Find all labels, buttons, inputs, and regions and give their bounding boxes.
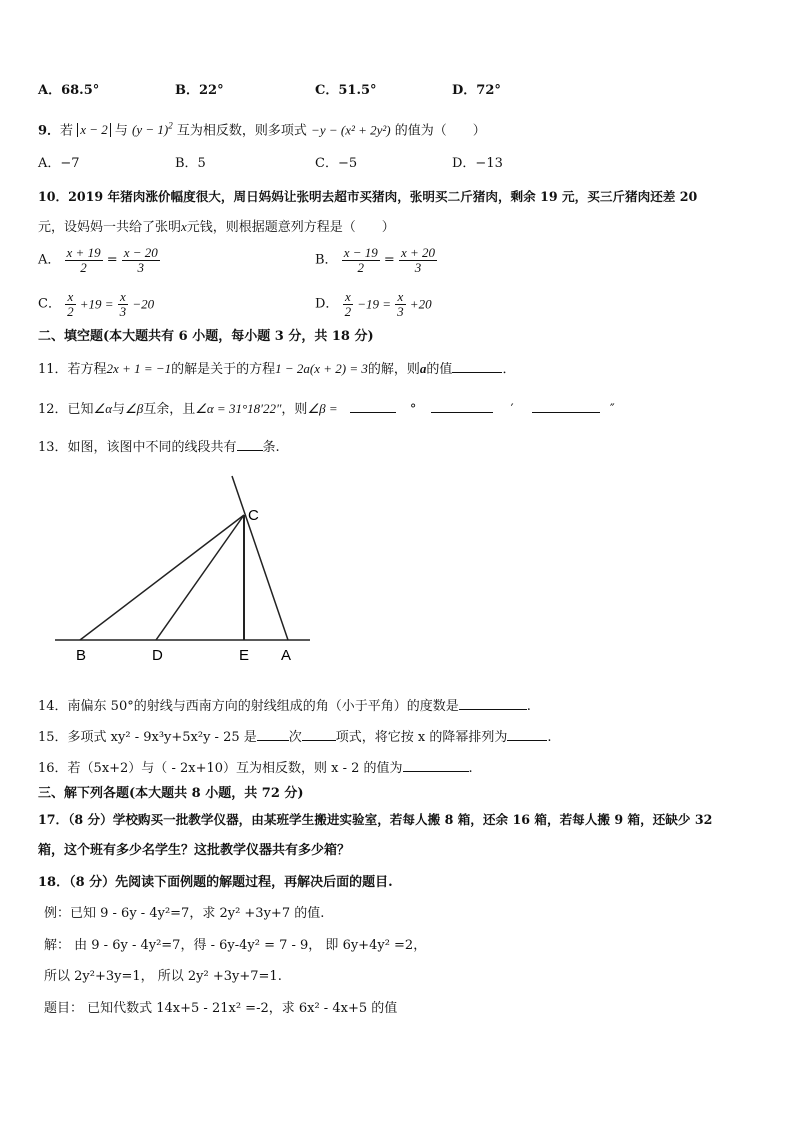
q18-solution-line1: 解： 由 9 - 6y - 4y²=7，得 - 6y-4y² = 7 - 9， 即 6y+4y² =2， xyxy=(44,938,427,953)
q9-option-b: B．5 xyxy=(175,156,206,171)
point-label-e: E xyxy=(239,647,250,664)
q13-answer-blank xyxy=(237,438,263,451)
q15-terms-blank xyxy=(302,728,336,741)
point-label-d: D xyxy=(152,647,163,664)
point-label-c: C xyxy=(248,507,259,524)
q8-option-a: A．68.5° xyxy=(38,83,100,98)
q16-answer-blank xyxy=(403,759,469,772)
q10-stem-line2: 元，设妈妈一共给了张明x元钱，则根据题意列方程是（ ） xyxy=(38,219,395,235)
line-through-c-and-a xyxy=(232,476,288,640)
q18-solution-line2: 所以 2y²+3y=1， 所以 2y² +3y+7=1. xyxy=(44,969,282,984)
q9-polynomial: −y − (x² + 2y²) xyxy=(311,122,391,138)
q9-stem: 9．若 x − 2 与 $(y - 1)^2$ 互为相反数，则多项式 −y − (x² + 2y²) 的值为（ ） xyxy=(38,121,486,139)
q9-abs-expression: x − 2 xyxy=(77,123,111,137)
point-label-a: A xyxy=(281,647,292,664)
geometry-figure xyxy=(50,470,320,670)
q17-stem-line1: 17．（8 分）学校购买一批教学仪器，由某班学生搬进实验室，若每人搬 8 箱，还余 16 箱，若每人搬 9 箱，还缺少 32 xyxy=(38,812,713,827)
q11-stem: 11．若方程2x + 1 = −1的解是关于的方程1 − 2a(x + 2) = 3的解，则a的值 ． xyxy=(38,361,516,377)
q12-degree-blank xyxy=(350,400,396,413)
segment-bc xyxy=(80,515,244,640)
q10-stem-line1: 10．2019 年猪肉涨价幅度很大，周日妈妈让张明去超市买猪肉，张明买二斤猪肉，剩余 19 元，买三斤猪肉还差 20 xyxy=(38,189,698,204)
q9-square-expression: $(y - 1)^2$ xyxy=(132,121,173,138)
q12-second-blank xyxy=(532,400,600,413)
q10-option-a: A． $\frac{x + 19}{2}$ = $\frac{x - 20}{3}$ xyxy=(38,245,158,275)
q13-stem: 13．如图，该图中不同的线段共有 条. xyxy=(38,440,280,455)
q12-stem: 12．已知∠α与∠β互余，且∠α = 31°18′22″，则∠β = ° ′ ″ xyxy=(38,401,615,417)
segment-dc xyxy=(156,515,244,640)
q18-stem-line1: 18．（8 分）先阅读下面例题的解题过程，再解决后面的题目. xyxy=(38,875,393,890)
q9-option-c: C．−5 xyxy=(315,156,358,171)
q15-stem: 15．多项式 xy² - 9x³y+5x²y - 25 是 次 项式，将它按 x 的降幂排列为 . xyxy=(38,730,552,745)
q17-stem-line2: 箱，这个班有多少名学生？这批教学仪器共有多少箱？ xyxy=(38,843,351,858)
q8-option-d: D．72° xyxy=(452,83,501,98)
q14-answer-blank xyxy=(459,697,527,710)
q9-option-a: A．−7 xyxy=(38,156,80,171)
q8-option-b: B．22° xyxy=(175,83,224,98)
q14-stem: 14．南偏东 50°的射线与西南方向的射线组成的角（小于平角）的度数是 . xyxy=(38,699,531,714)
q10-option-c: C． $\frac{x}{2}$ +19 = $\frac{x}{3}$ −20 xyxy=(38,289,155,319)
q16-stem: 16．若（5x+2）与（ - 2x+10）互为相反数，则 x - 2 的值为 . xyxy=(38,761,473,776)
q9-option-d: D．−13 xyxy=(452,156,503,171)
q10-option-b: B． $\frac{x - 19}{2}$ = $\frac{x + 20}{3}$ xyxy=(315,245,435,275)
q10-option-d: D． $\frac{x}{2}$ −19 = $\frac{x}{3}$ +20 xyxy=(315,289,432,319)
q8-option-c: C．51.5° xyxy=(315,83,377,98)
q18-task: 题目： 已知代数式 14x+5 - 21x² =-2，求 6x² - 4x+5 的值 xyxy=(44,1001,398,1016)
point-label-b: B xyxy=(76,647,87,664)
q15-degree-blank xyxy=(257,728,289,741)
section-2-heading: 二、填空题(本大题共有 6 小题，每小题 3 分，共 18 分) xyxy=(38,329,374,344)
q12-minute-blank xyxy=(431,400,493,413)
q11-answer-blank xyxy=(452,360,502,373)
q18-example: 例：已知 9 - 6y - 4y²=7，求 2y² +3y+7 的值. xyxy=(44,906,325,921)
section-3-heading: 三、解下列各题(本大题共 8 小题，共 72 分) xyxy=(38,786,304,801)
q15-order-blank xyxy=(507,728,547,741)
